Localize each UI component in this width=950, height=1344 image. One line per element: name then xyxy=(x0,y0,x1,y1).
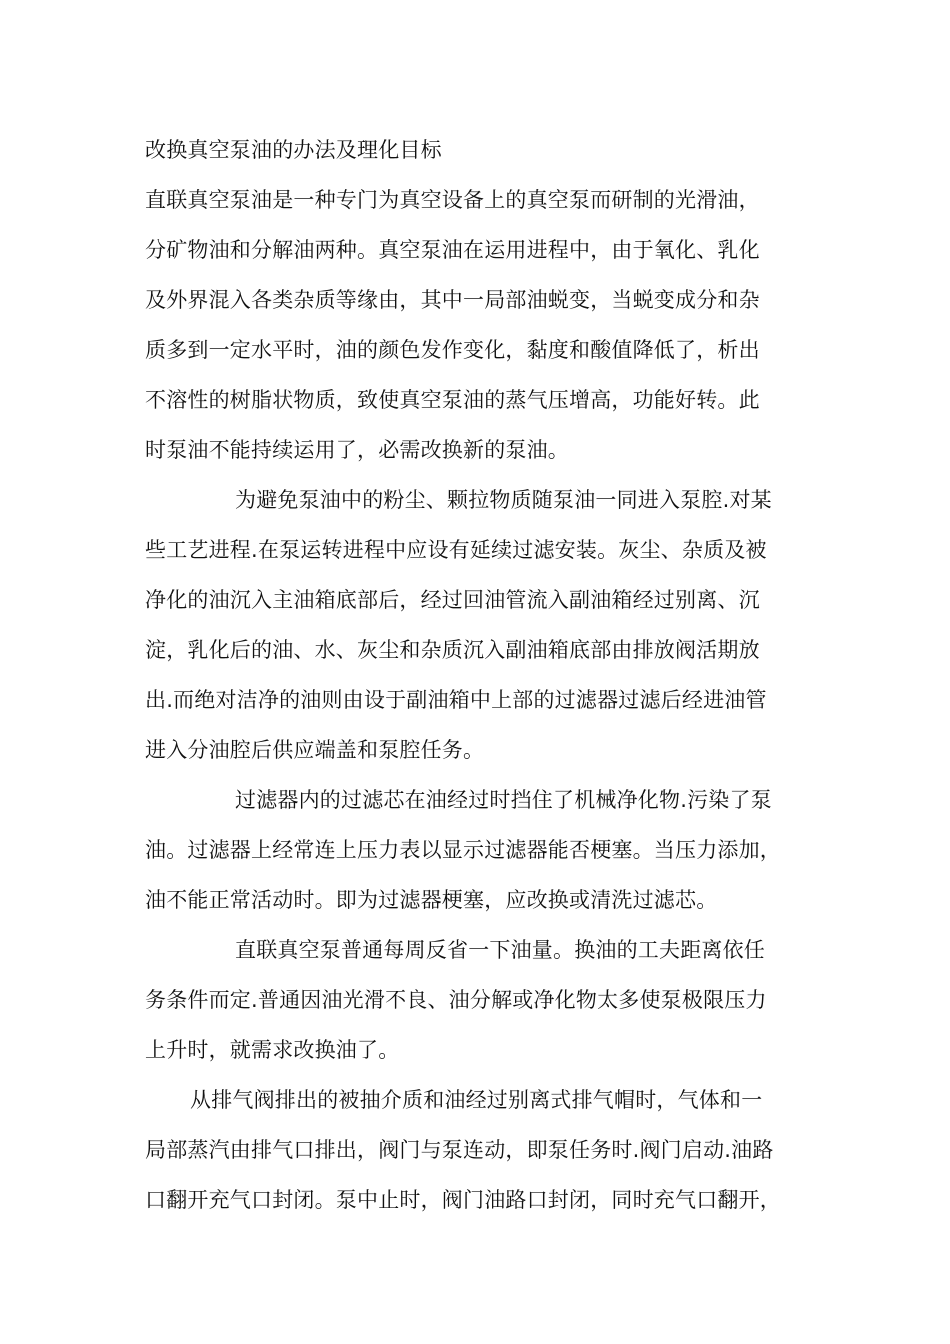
text-line: 直联真空泵普通每周反省一下油量。换油的工夫距离依任 xyxy=(235,938,765,962)
text-line: 为避免泵油中的粉尘、颗拉物质随泵油一同进入泵腔.对某 xyxy=(235,488,772,512)
text-line: 些工艺进程.在泵运转进程中应设有延续过滤安装。灰尘、杂质及被 xyxy=(145,538,767,562)
text-line: 时泵油不能持续运用了，必需改换新的泵油。 xyxy=(145,438,569,462)
text-line: 分矿物油和分解油两种。真空泵油在运用进程中，由于氧化、乳化 xyxy=(145,238,760,262)
text-line: 局部蒸汽由排气口排出，阀门与泵连动，即泵任务时.阀门启动.油路 xyxy=(145,1138,774,1162)
text-line: 净化的油沉入主油箱底部后，经过回油管流入副油箱经过别离、沉 xyxy=(145,588,760,612)
text-line: 质多到一定水平时，油的颜色发作变化，黏度和酸值降低了，析出 xyxy=(145,338,760,362)
document-body xyxy=(145,125,835,1225)
text-line: 及外界混入各类杂质等缘由，其中一局部油蜕变，当蜕变成分和杂 xyxy=(145,288,760,312)
text-line: 上升时，就需求改换油了。 xyxy=(145,1038,400,1062)
text-line: 油不能正常活动时。即为过滤器梗塞，应改换或清洗过滤芯。 xyxy=(145,888,718,912)
text-line: 务条件而定.普通因油光滑不良、油分解或净化物太多使泵极限压力 xyxy=(145,988,767,1012)
text-line: 从排气阀排出的被抽介质和油经过别离式排气帽时，气体和一 xyxy=(190,1088,763,1112)
text-line: 直联真空泵油是一种专门为真空设备上的真空泵而研制的光滑油， xyxy=(145,188,760,212)
text-line: 进入分油腔后供应端盖和泵腔任务。 xyxy=(145,738,485,762)
text-line: 过滤器内的过滤芯在油经过时挡住了机械净化物.污染了泵 xyxy=(235,788,772,812)
paragraph-4 xyxy=(145,925,835,1075)
paragraph-3 xyxy=(145,775,835,925)
document-title: 改换真空泵油的办法及理化目标 xyxy=(145,138,442,162)
text-line: 淀，乳化后的油、水、灰尘和杂质沉入副油箱底部由排放阀活期放 xyxy=(145,638,760,662)
text-line: 出.而绝对洁净的油则由设于副油箱中上部的过滤器过滤后经进油管 xyxy=(145,688,767,712)
text-line: 口翻开充气口封闭。泵中止时，阀门油路口封闭，同时充气口翻开， xyxy=(145,1188,781,1212)
paragraph-5 xyxy=(145,1075,835,1225)
paragraph-1 xyxy=(145,175,835,475)
text-line: 油。过滤器上经常连上压力表以显示过滤器能否梗塞。当压力添加， xyxy=(145,838,781,862)
paragraph-2 xyxy=(145,475,835,775)
text-line: 不溶性的树脂状物质，致使真空泵油的蒸气压增高，功能好转。此 xyxy=(145,388,760,412)
